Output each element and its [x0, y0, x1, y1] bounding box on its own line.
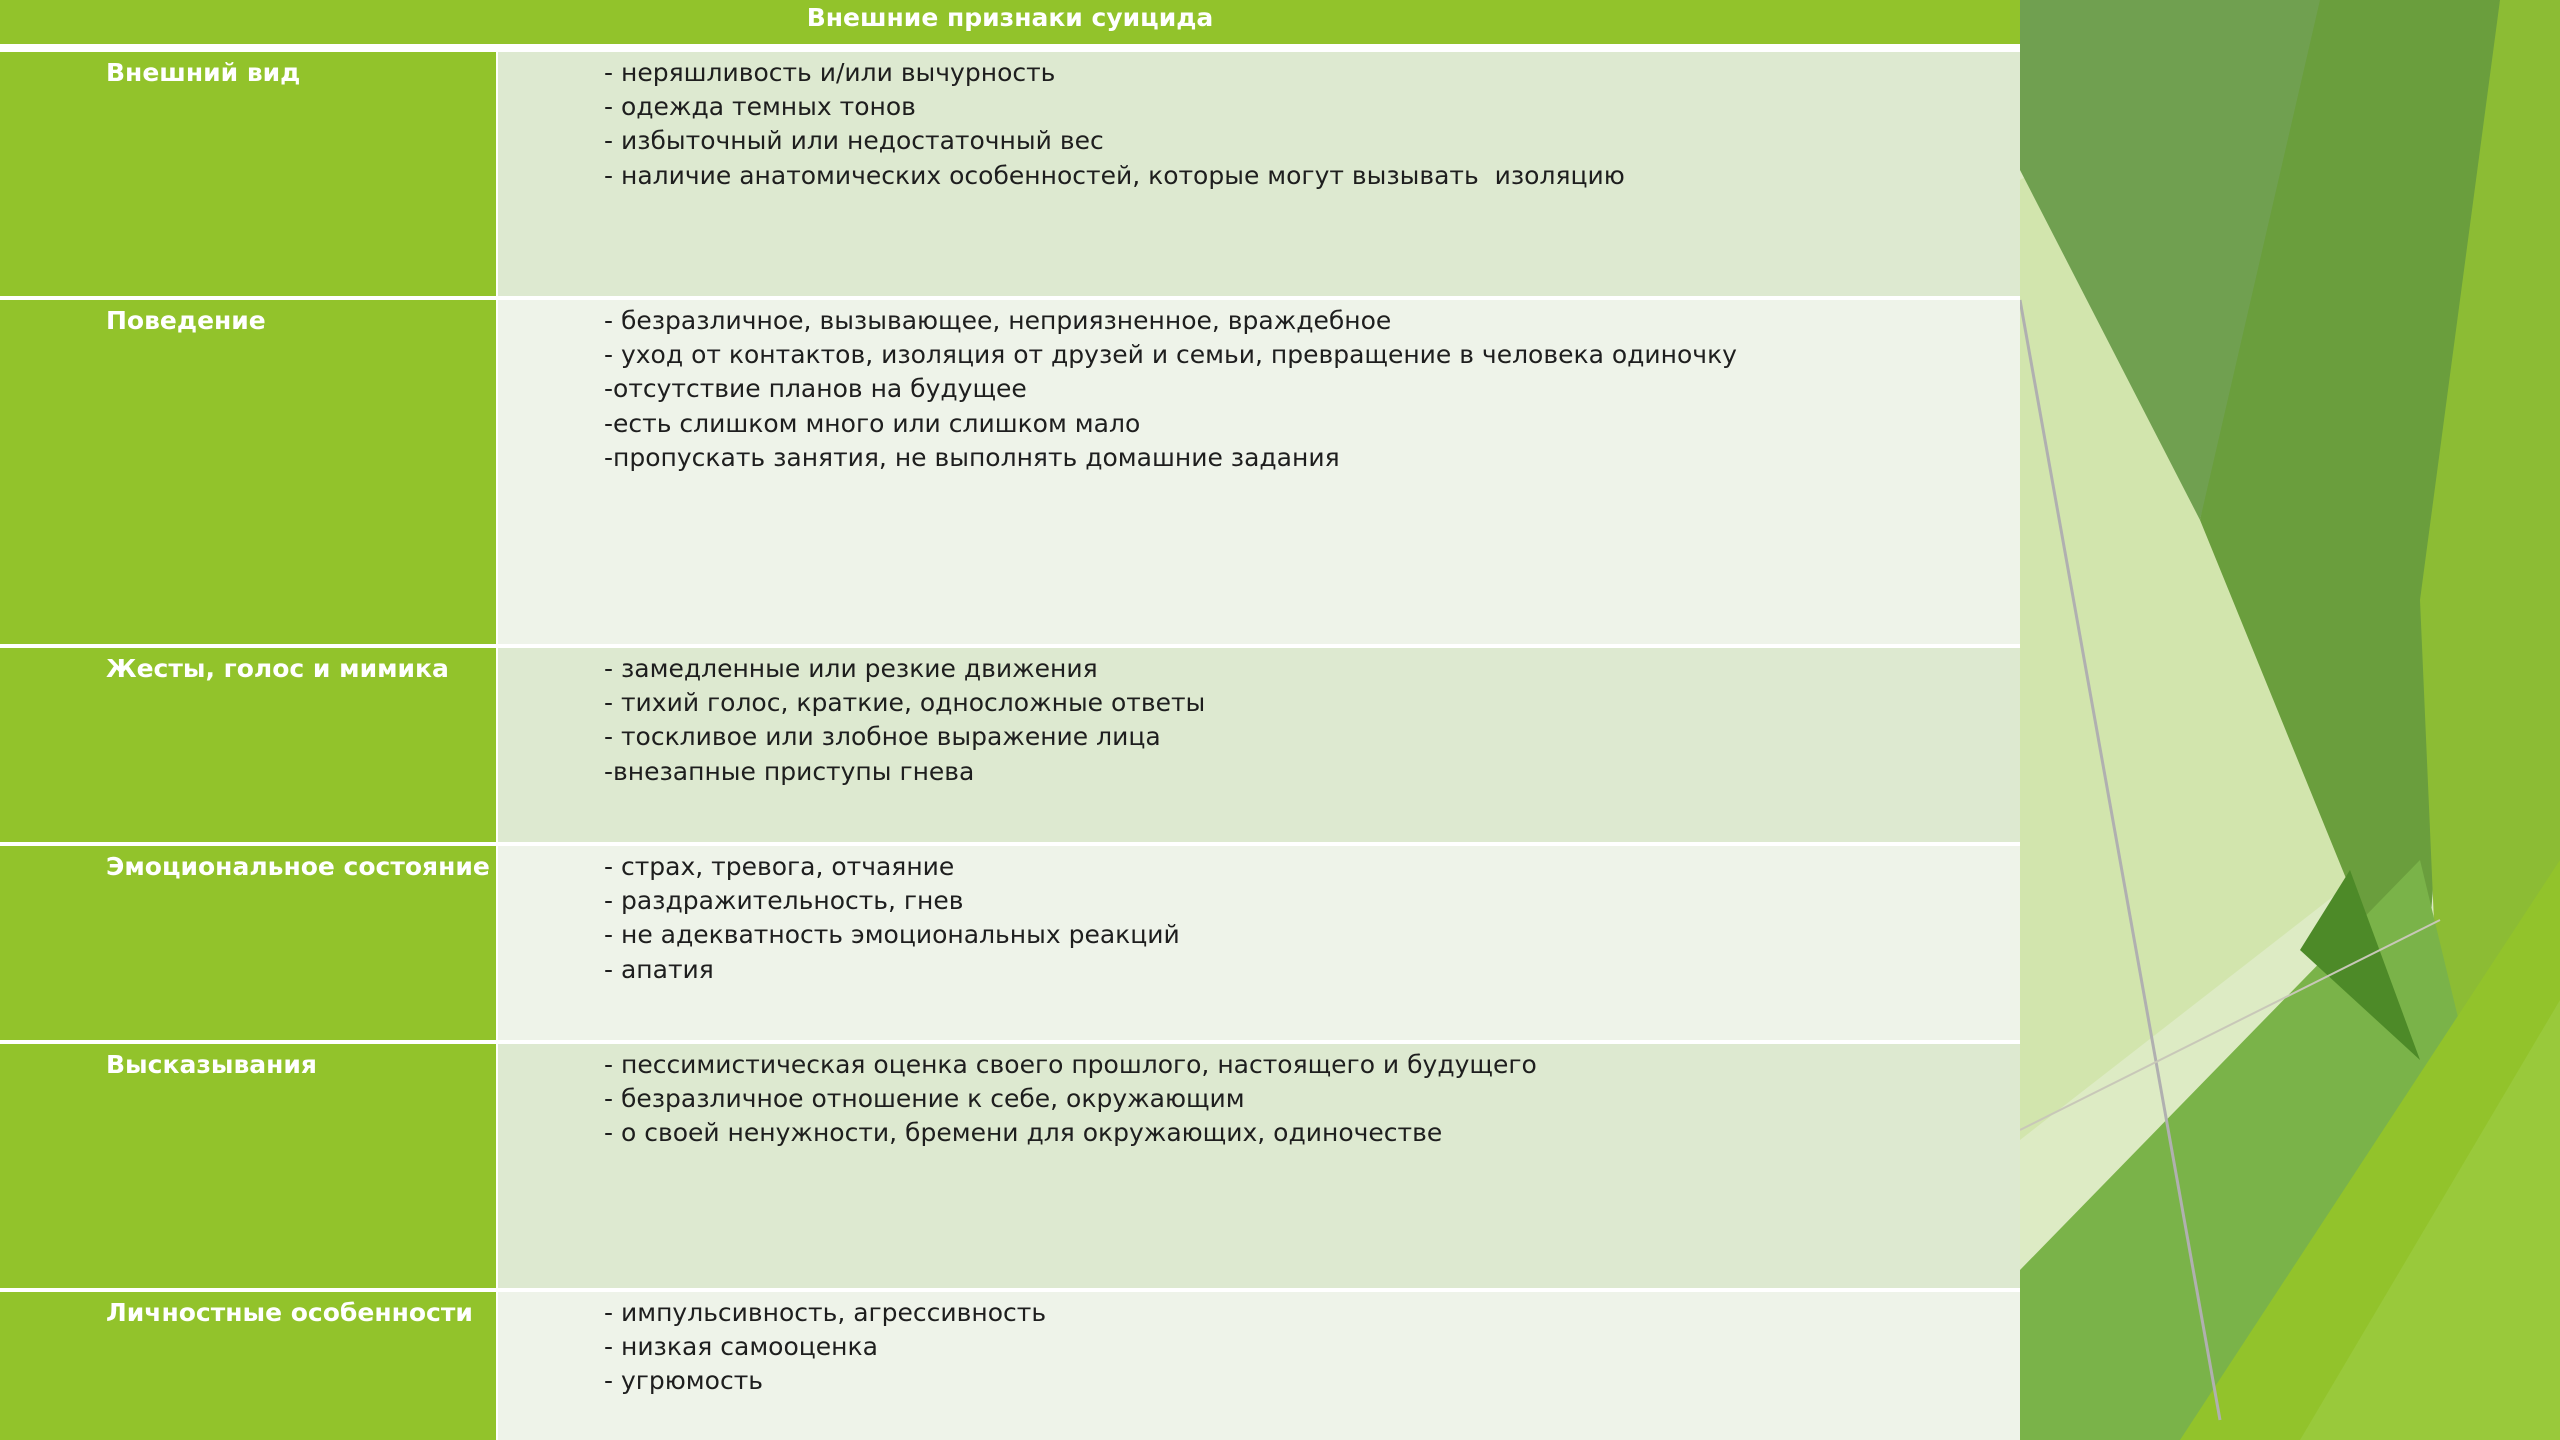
list-item: -пропускать занятия, не выполнять домашние задания — [604, 442, 1340, 472]
row-category: Эмоциональное состояние — [0, 846, 496, 1040]
list-item: - уход от контактов, изоляция от друзей и семьи, превращение в человека одиночку — [604, 340, 1737, 370]
list-item: - угрюмость — [604, 1366, 764, 1396]
list-item: -отсутствие планов на будущее — [604, 374, 1027, 404]
row-description — [498, 52, 2020, 296]
table-row — [0, 52, 2020, 296]
row-category: Высказывания — [0, 1044, 496, 1288]
table-row — [0, 846, 2020, 1040]
list-item: - низкая самооценка — [604, 1332, 878, 1362]
row-category: Внешний вид — [0, 52, 496, 296]
list-item: - тихий голос, краткие, односложные ответы — [604, 688, 1206, 718]
row-description — [498, 648, 2020, 842]
list-item: - безразличное отношение к себе, окружающим — [604, 1084, 1245, 1114]
list-item: - импульсивность, агрессивность — [604, 1298, 1047, 1327]
list-item: - одежда темных тонов — [604, 92, 916, 122]
list-item: - о своей ненужности, бремени для окружающих, одиночестве — [604, 1118, 1443, 1148]
list-item: - раздражительность, гнев — [604, 886, 964, 916]
list-item: - апатия — [604, 954, 714, 984]
list-item: -внезапные приступы гнева — [604, 756, 975, 786]
row-category: Жесты, голос и мимика — [0, 648, 496, 842]
row-description — [498, 1292, 2020, 1440]
list-item: - неряшливость и/или вычурность — [604, 58, 1056, 87]
list-item: - не адекватность эмоциональных реакций — [604, 920, 1180, 950]
row-description — [498, 1044, 2020, 1288]
list-item: - наличие анатомических особенностей, которые могут вызывать изоляцию — [604, 160, 1625, 190]
table-row — [0, 1292, 2020, 1440]
row-description — [498, 300, 2020, 644]
list-item: -есть слишком много или слишком мало — [604, 408, 1141, 438]
table-row — [0, 300, 2020, 644]
list-item: - избыточный или недостаточный вес — [604, 126, 1104, 156]
list-item: - безразличное, вызывающее, неприязненное, враждебное — [604, 306, 1392, 335]
row-category: Поведение — [0, 300, 496, 644]
row-description — [498, 846, 2020, 1040]
table-title: Внешние признаки суицида — [0, 0, 2020, 44]
list-item: - пессимистическая оценка своего прошлого, настоящего и будущего — [604, 1050, 1537, 1079]
list-item: - тоскливое или злобное выражение лица — [604, 722, 1161, 752]
list-item: - страх, тревога, отчаяние — [604, 852, 955, 881]
row-category: Личностные особенности — [0, 1292, 496, 1440]
table-row — [0, 1044, 2020, 1288]
table-row — [0, 648, 2020, 842]
list-item: - замедленные или резкие движения — [604, 654, 1098, 683]
